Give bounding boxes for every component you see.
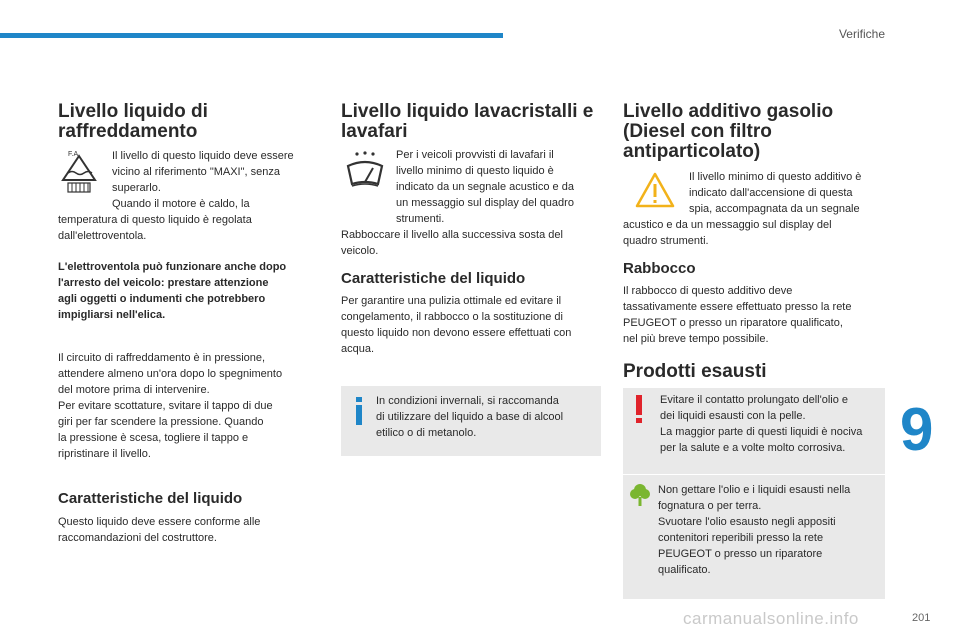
coolant-intro-line2: vicino al riferimento "MAXI", senza [112,166,280,178]
coolant-intro-line3: superarlo. [112,182,161,194]
page-number: 201 [912,612,931,624]
coolant-warning-line1: L'elettroventola può funzionare anche dopo [58,261,287,273]
additive-intro-line2: indicato dall'accensione di questa [689,187,853,199]
washer-intro-line3: indicato da un segnale acustico e da [396,181,574,193]
section-label: Verifiche [838,27,885,41]
coolant-body-line2: attendere almeno un'ora dopo lo spegnimento [58,368,283,380]
info-note-line1: In condizioni invernali, si raccomanda [376,395,559,407]
coolant-intro-line6: dall'elettroventola. [58,230,147,242]
environment-note-line4: contenitori reperibili presso la rete [658,532,824,544]
alert-note-line1: Evitare il contatto prolungato dell'olio e [660,394,848,406]
coolant-body-line3: del motore prima di intervenire. [58,384,210,396]
washer-intro-line6: Rabboccare il livello alla successiva sosta del [341,229,563,241]
svg-text:F.A: F.A [68,151,79,158]
environment-note-line2: fognatura o per terra. [658,500,762,512]
coolant-intro-line4: Quando il motore è caldo, la [112,198,250,210]
washer-characteristics-line4: acqua. [341,343,375,355]
washer-characteristics-title: Caratteristiche del liquido [341,270,526,287]
environment-note-line1: Non gettare l'olio e i liquidi esausti nella [658,484,851,496]
coolant-level-icon [58,146,100,194]
coolant-intro-line5: temperatura di questo liquido è regolata [58,214,252,226]
washer-intro-line5: strumenti. [396,213,445,225]
chapter-number: 9 [900,396,934,463]
coolant-body-line1: Il circuito di raffreddamento è in pressione, [58,352,266,364]
washer-title-line2: lavafari [341,121,408,142]
washer-intro-line2: livello minimo di questo liquido è [396,165,554,177]
exclamation-icon [633,394,645,424]
tree-icon [629,483,651,507]
washer-characteristics-line1: Per garantire una pulizia ottimale ed evitare il [341,295,562,307]
alert-note-line4: per la salute e a volte molto corrosiva. [660,442,846,454]
additive-title-line3: antiparticolato) [623,141,761,162]
environment-note-box [623,475,885,599]
environment-note-line5: PEUGEOT o presso un riparatore [658,548,823,560]
washer-characteristics-line3: questo liquido non devono essere effettuati con [341,327,572,339]
coolant-characteristics-title: Caratteristiche del liquido [58,490,243,507]
coolant-body-line5: giri per far scendere la pressione. Quando [58,416,264,428]
alert-note-box [623,388,885,474]
coolant-warning-line3: agli oggetti o indumenti che potrebbero [58,293,266,305]
alert-note-line2: dei liquidi esausti con la pelle. [660,410,806,422]
additive-intro-line1: Il livello minimo di questo additivo è [689,171,862,183]
coolant-body-line6: la pressione è scesa, togliere il tappo e [58,432,249,444]
washer-intro-line4: un messaggio sul display del quadro [396,197,574,209]
info-note-box [341,386,601,456]
refill-line4: nel più breve tempo possibile. [623,333,769,345]
refill-line1: Il rabbocco di questo additivo deve [623,285,793,297]
washer-intro-line1: Per i veicoli provvisti di lavafari il [396,149,554,161]
coolant-characteristics-line1: Questo liquido deve essere conforme alle [58,516,261,528]
additive-intro-line5: quadro strumenti. [623,235,709,247]
additive-title-line1: Livello additivo gasolio [623,101,834,122]
environment-note-line6: qualificato. [658,564,711,576]
warning-triangle-icon [635,172,675,208]
info-icon [351,396,367,426]
washer-intro-line7: veicolo. [341,245,379,257]
info-note-line2: di utilizzare del liquido a base di alcool [376,411,564,423]
environment-note-line3: Svuotare l'olio esausto negli appositi [658,516,836,528]
coolant-body-line4: Per evitare scottature, svitare il tappo di due [58,400,273,412]
washer-title-line1: Livello liquido lavacristalli e [341,101,594,122]
watermark: carmanualsonline.info [683,609,859,628]
washer-fluid-icon [343,150,387,192]
additive-intro-line4: acustico e da un messaggio sul display del [623,219,832,231]
coolant-characteristics-line2: raccomandazioni del costruttore. [58,532,217,544]
refill-title: Rabbocco [623,260,696,277]
additive-title-line2: (Diesel con filtro [623,121,772,142]
coolant-warning-line4: impigliarsi nell'elica. [58,309,166,321]
waste-products-title: Prodotti esausti [623,361,767,382]
coolant-title-line1: Livello liquido di [58,101,208,122]
header-accent-bar [0,33,503,38]
additive-intro-line3: spia, accompagnata da un segnale [689,203,860,215]
refill-line3: PEUGEOT o presso un riparatore qualificato, [623,317,843,329]
coolant-warning-line2: l'arresto del veicolo: prestare attenzione [58,277,269,289]
washer-characteristics-line2: congelamento, il rabbocco o la sostituzione di [341,311,563,323]
alert-note-line3: La maggior parte di questi liquidi è nociva [660,426,863,438]
info-note-line3: etilico o di metanolo. [376,427,477,439]
refill-line2: tassativamente essere effettuato presso la rete [623,301,852,313]
coolant-title-line2: raffreddamento [58,121,198,142]
coolant-body-line7: ripristinare il livello. [58,448,151,460]
coolant-intro-line1: Il livello di questo liquido deve essere [112,150,294,162]
